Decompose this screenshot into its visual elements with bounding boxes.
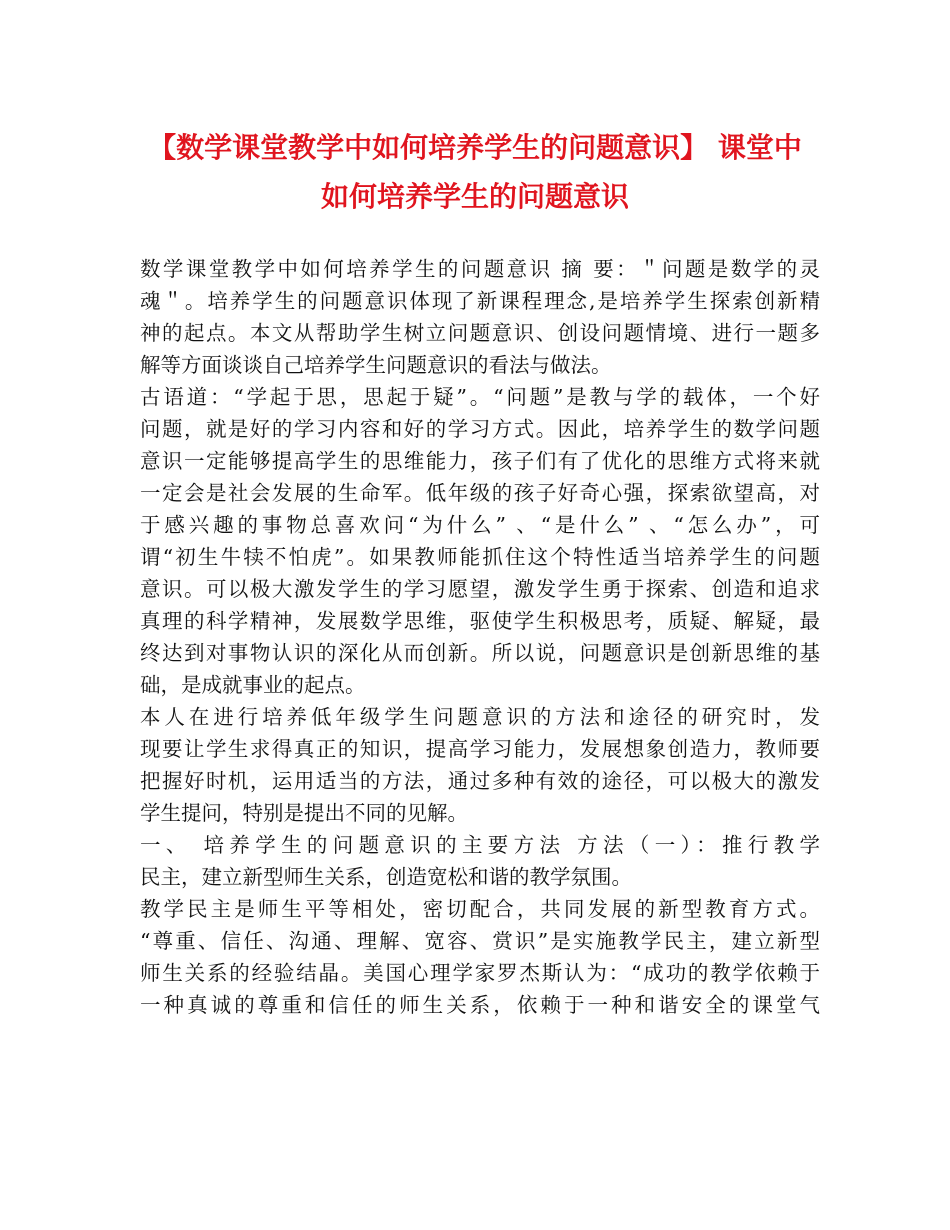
body-line: 意识。可以极大激发学生的学习愿望，激发学生勇于探索、创造和追求	[140, 577, 820, 601]
body-line: 一、 培养学生的问题意识的主要方法 方法（一）：推行教学	[140, 833, 820, 857]
body-line: 师生关系的经验结晶。美国心理学家罗杰斯认为：“成功的教学依赖于	[140, 961, 820, 985]
body-line: 真理的科学精神，发展数学思维，驱使学生积极思考，质疑、解疑，最	[140, 609, 820, 633]
body-line: 意识一定能够提高学生的思维能力，孩子们有了优化的思维方式将来就	[140, 449, 820, 473]
body-line: 础，是成就事业的起点。	[140, 673, 366, 697]
body-line: 现要让学生求得真正的知识，提高学习能力，发展想象创造力，教师要	[140, 737, 820, 761]
body-line: 神的起点。本文从帮助学生树立问题意识、创设问题情境、进行一题多	[140, 321, 820, 345]
body-line: 于感兴趣的事物总喜欢问“为什么” 、“是什么” 、“怎么办”，可	[140, 513, 820, 537]
body-line: 教学民主是师生平等相处，密切配合，共同发展的新型教育方式。	[140, 897, 820, 921]
document-title-line-1: 【数学课堂教学中如何培养学生的问题意识】 课堂中	[148, 131, 802, 164]
body-line: 谓“初生牛犊不怕虎”。如果教师能抓住这个特性适当培养学生的问题	[140, 545, 820, 569]
body-line: 解等方面谈谈自己培养学生问题意识的看法与做法。	[140, 353, 612, 377]
document-title-line-2: 如何培养学生的问题意识	[320, 180, 629, 213]
body-line: 学生提问，特别是提出不同的见解。	[140, 801, 468, 825]
body-line: 一种真诚的尊重和信任的师生关系，依赖于一种和谐安全的课堂气	[140, 993, 820, 1017]
body-line: 本人在进行培养低年级学生问题意识的方法和途径的研究时，发	[140, 705, 820, 729]
body-line: 一定会是社会发展的生命军。低年级的孩子好奇心强，探索欲望高，对	[140, 481, 820, 505]
body-line: 民主，建立新型师生关系，创造宽松和谐的教学氛围。	[140, 865, 632, 889]
body-line: 古语道：“学起于思，思起于疑”。“问题”是教与学的载体，一个好	[140, 385, 820, 409]
body-line: 数学课堂教学中如何培养学生的问题意识 摘 要：＂问题是数学的灵	[140, 257, 820, 281]
body-line: 问题，就是好的学习内容和好的学习方式。因此，培养学生的数学问题	[140, 417, 820, 441]
body-line: 终达到对事物认识的深化从而创新。所以说，问题意识是创新思维的基	[140, 641, 820, 665]
body-line: “尊重、信任、沟通、理解、宽容、赏识”是实施教学民主，建立新型	[140, 929, 820, 953]
body-line: 魂＂。培养学生的问题意识体现了新课程理念,是培养学生探索创新精	[140, 289, 820, 313]
body-line: 把握好时机，运用适当的方法，通过多种有效的途径，可以极大的激发	[140, 769, 820, 793]
